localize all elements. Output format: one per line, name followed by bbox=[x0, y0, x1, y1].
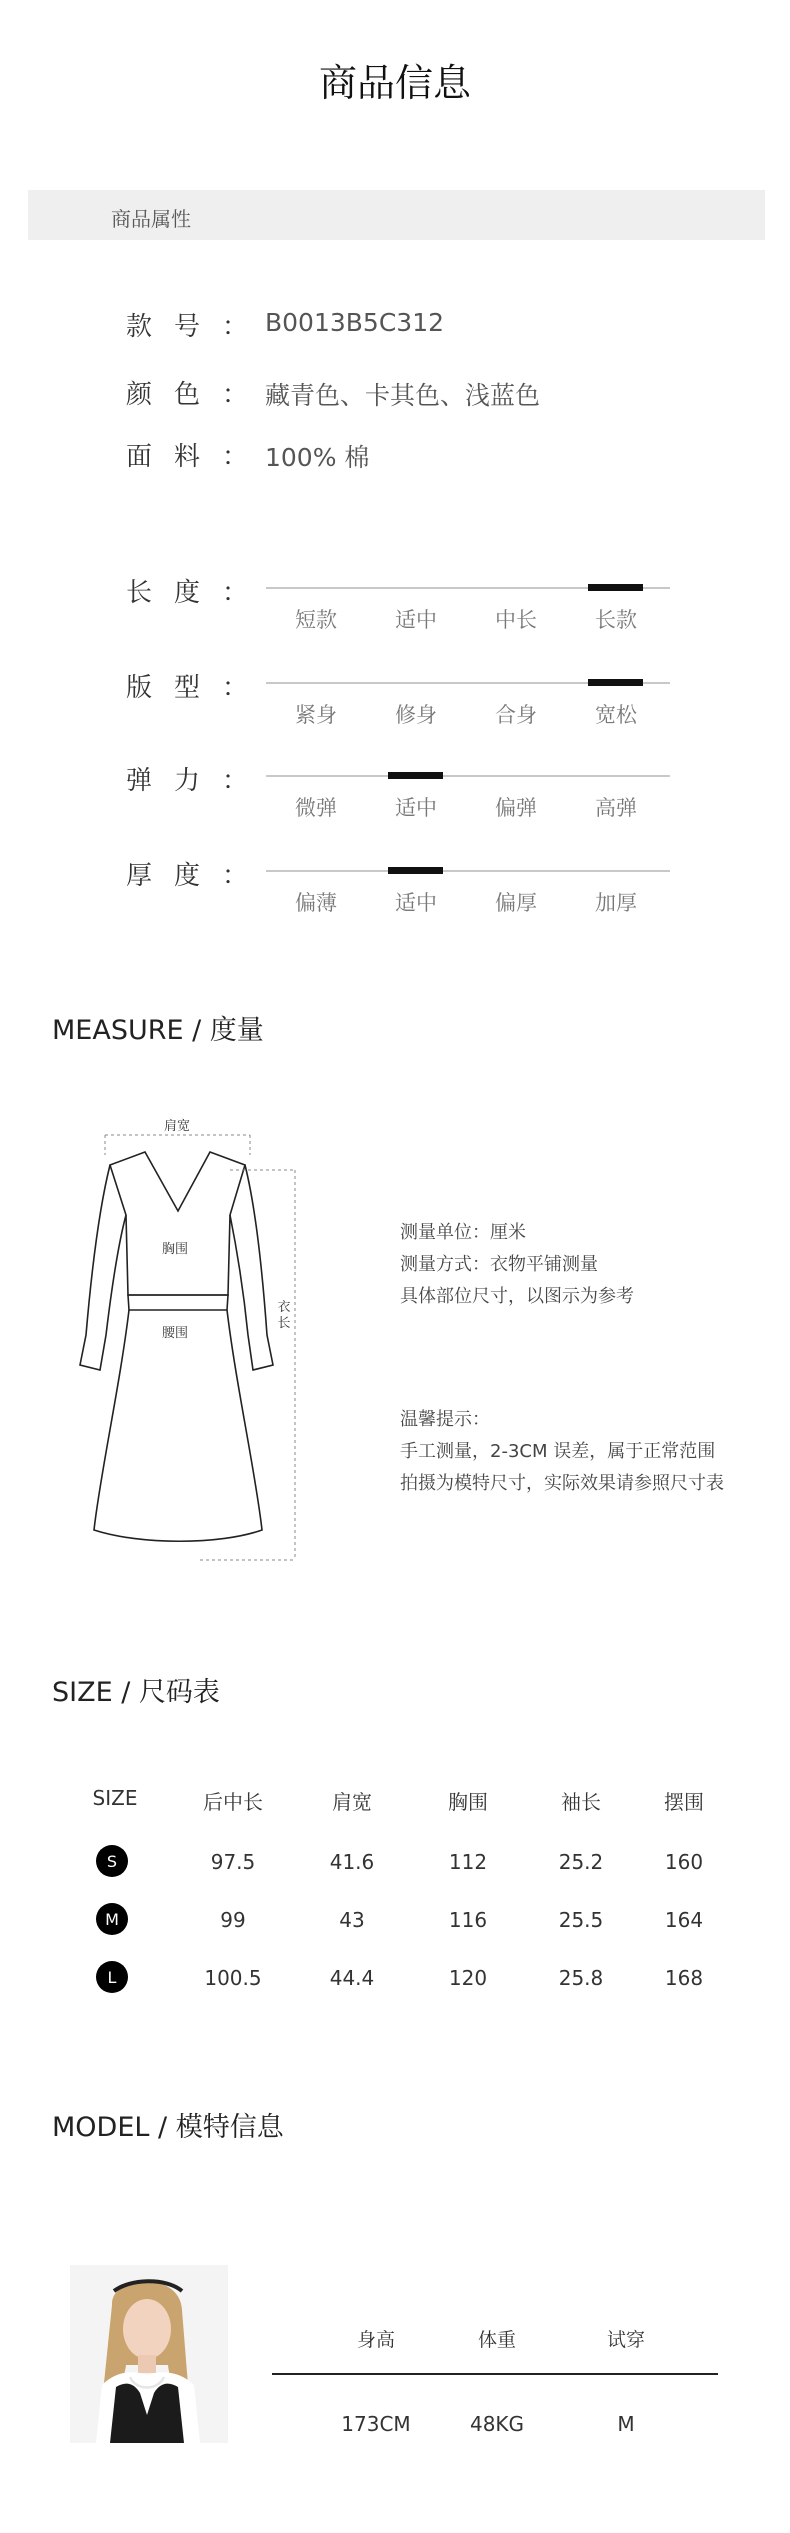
scale-option: 合身 bbox=[495, 703, 537, 727]
model-header-weight: 体重 bbox=[477, 2329, 516, 2351]
scale-colon: ： bbox=[222, 766, 249, 796]
table-cell: 43 bbox=[339, 1908, 365, 1932]
measure-note-reference: 具体部位尺寸，以图示为参考 bbox=[400, 1286, 634, 1307]
dress-skirt bbox=[94, 1310, 262, 1541]
property-colon: ： bbox=[222, 312, 249, 342]
property-label-color: 颜色 bbox=[126, 380, 223, 410]
shoulder-label: 肩宽 bbox=[163, 1119, 191, 1134]
tip-heading: 温馨提示： bbox=[400, 1409, 490, 1430]
property-value-style-no: B0013B5C312 bbox=[265, 308, 445, 337]
size-header-chest: 胸围 bbox=[448, 1790, 488, 1814]
table-cell: 164 bbox=[664, 1908, 704, 1932]
table-cell: 160 bbox=[664, 1850, 704, 1874]
scale-colon: ： bbox=[222, 673, 249, 703]
measure-note-method: 测量方式：衣物平铺测量 bbox=[400, 1254, 598, 1275]
scale-colon: ： bbox=[222, 578, 249, 608]
model-weight-value: 48KG bbox=[469, 2412, 525, 2436]
property-value-fabric: 100% 棉 bbox=[265, 443, 370, 472]
table-cell: 168 bbox=[664, 1966, 704, 1990]
scale-selected-marker bbox=[388, 772, 443, 779]
table-cell: 112 bbox=[448, 1850, 488, 1874]
scale-selected-marker bbox=[388, 867, 443, 874]
length-label: 衣长 bbox=[277, 1300, 291, 1331]
table-cell: 99 bbox=[220, 1908, 246, 1932]
scale-selected-marker bbox=[588, 584, 643, 591]
dress-bodice bbox=[110, 1152, 245, 1295]
scale-option: 适中 bbox=[395, 608, 437, 632]
dress-waist-band bbox=[128, 1295, 228, 1310]
property-colon: ： bbox=[222, 442, 249, 472]
table-cell: 25.5 bbox=[558, 1908, 604, 1932]
table-cell: 100.5 bbox=[204, 1966, 262, 1990]
table-cell: 116 bbox=[448, 1908, 488, 1932]
size-header-back-length: 后中长 bbox=[203, 1790, 263, 1814]
model-height-value: 173CM bbox=[341, 2412, 411, 2436]
property-colon: ： bbox=[222, 380, 249, 410]
dress-diagram bbox=[70, 1115, 320, 1575]
property-label-fabric: 面料 bbox=[126, 442, 223, 472]
scale-option: 宽松 bbox=[595, 703, 637, 727]
scale-label: 版型 bbox=[126, 673, 223, 703]
size-header-size: SIZE bbox=[92, 1786, 138, 1810]
scale-selected-marker bbox=[588, 679, 643, 686]
scale-option: 中长 bbox=[495, 608, 537, 632]
scale-option: 长款 bbox=[595, 608, 637, 632]
table-cell: 120 bbox=[448, 1966, 488, 1990]
model-photo bbox=[70, 2265, 228, 2443]
scale-option: 偏薄 bbox=[295, 891, 337, 915]
scale-label: 厚度 bbox=[126, 861, 223, 891]
scale-option: 偏弹 bbox=[495, 796, 537, 820]
scale-option: 修身 bbox=[395, 703, 437, 727]
tip-error-range: 手工测量，2-3CM 误差，属于正常范围 bbox=[400, 1441, 716, 1462]
size-badge-m: M bbox=[96, 1903, 128, 1935]
size-title: SIZE / 尺码表 bbox=[52, 1677, 220, 1708]
property-label-style-no: 款号 bbox=[126, 312, 223, 342]
tip-model-size: 拍摄为模特尺寸，实际效果请参照尺寸表 bbox=[400, 1473, 724, 1494]
scale-label: 长度 bbox=[126, 578, 223, 608]
model-header-size: 试穿 bbox=[606, 2329, 645, 2351]
scale-colon: ： bbox=[222, 861, 249, 891]
table-cell: 97.5 bbox=[210, 1850, 256, 1874]
size-header-hem: 摆围 bbox=[664, 1790, 704, 1814]
scale-option: 适中 bbox=[395, 796, 437, 820]
attribute-header-label: 商品属性 bbox=[111, 207, 191, 231]
size-header-sleeve: 袖长 bbox=[561, 1790, 601, 1814]
waist-label: 腰围 bbox=[161, 1326, 189, 1341]
model-header-height: 身高 bbox=[356, 2329, 395, 2351]
scale-option: 短款 bbox=[295, 608, 337, 632]
model-table-divider bbox=[272, 2373, 718, 2375]
scale-track bbox=[266, 775, 670, 777]
scale-option: 适中 bbox=[395, 891, 437, 915]
scale-option: 加厚 bbox=[595, 891, 637, 915]
model-size-value: M bbox=[617, 2412, 635, 2436]
table-cell: 25.2 bbox=[558, 1850, 604, 1874]
measure-note-unit: 测量单位：厘米 bbox=[400, 1222, 526, 1243]
scale-label: 弹力 bbox=[126, 766, 223, 796]
model-title: MODEL / 模特信息 bbox=[52, 2112, 284, 2143]
property-value-color: 藏青色、卡其色、浅蓝色 bbox=[265, 381, 541, 410]
scale-option: 偏厚 bbox=[495, 891, 537, 915]
table-cell: 44.4 bbox=[329, 1966, 375, 1990]
scale-option: 微弹 bbox=[295, 796, 337, 820]
size-badge-s: S bbox=[96, 1845, 128, 1877]
table-cell: 25.8 bbox=[558, 1966, 604, 1990]
scale-option: 高弹 bbox=[595, 796, 637, 820]
attribute-header-bar bbox=[28, 190, 765, 240]
chest-label: 胸围 bbox=[161, 1242, 189, 1257]
size-header-shoulder: 肩宽 bbox=[332, 1790, 372, 1814]
scale-option: 紧身 bbox=[295, 703, 337, 727]
page-title: 商品信息 bbox=[318, 61, 471, 105]
size-badge-l: L bbox=[96, 1961, 128, 1993]
scale-track bbox=[266, 870, 670, 872]
table-cell: 41.6 bbox=[329, 1850, 375, 1874]
measure-title: MEASURE / 度量 bbox=[52, 1015, 264, 1046]
